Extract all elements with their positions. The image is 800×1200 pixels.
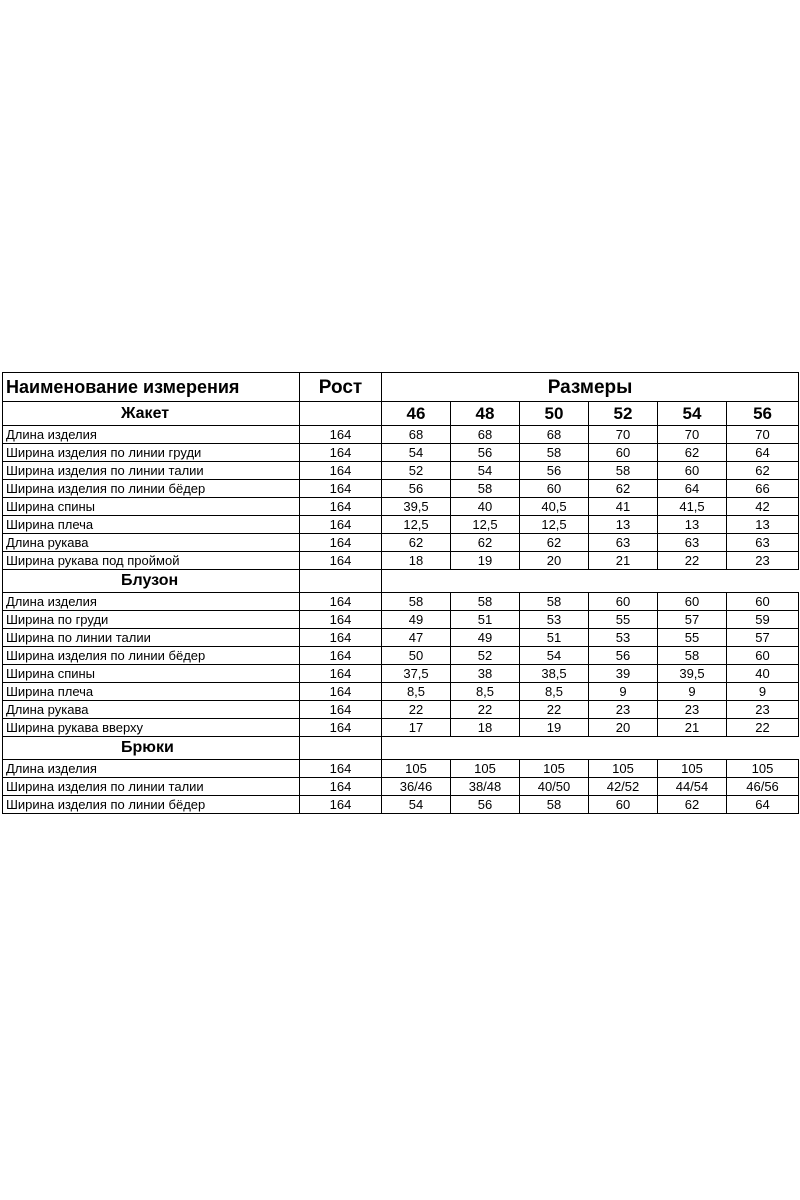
size-value: 13 — [727, 516, 799, 534]
size-value: 13 — [658, 516, 727, 534]
height-value: 164 — [300, 629, 382, 647]
size-value: 62 — [589, 480, 658, 498]
size-value: 60 — [658, 462, 727, 480]
height-value: 164 — [300, 683, 382, 701]
size-value: 68 — [382, 426, 451, 444]
size-label: 52 — [589, 402, 658, 426]
size-value: 17 — [382, 719, 451, 737]
size-value: 105 — [589, 760, 658, 778]
empty-size-cells — [382, 570, 799, 593]
size-value: 64 — [727, 444, 799, 462]
height-value: 164 — [300, 552, 382, 570]
size-value: 57 — [727, 629, 799, 647]
table-row — [3, 462, 799, 480]
measurement-name: Ширина изделия по линии талии — [3, 462, 300, 480]
measurement-name: Ширина изделия по линии бёдер — [3, 647, 300, 665]
size-value: 39,5 — [382, 498, 451, 516]
table-row — [3, 778, 799, 796]
section-header-row — [3, 737, 799, 760]
size-value: 9 — [727, 683, 799, 701]
size-value: 63 — [658, 534, 727, 552]
size-value: 66 — [727, 480, 799, 498]
table-row — [3, 593, 799, 611]
size-chart-table — [2, 372, 799, 814]
size-value: 105 — [727, 760, 799, 778]
measurement-name: Ширина плеча — [3, 683, 300, 701]
size-value: 63 — [727, 534, 799, 552]
table-row — [3, 516, 799, 534]
table-row — [3, 796, 799, 814]
size-value: 52 — [451, 647, 520, 665]
measurement-name: Ширина рукава под проймой — [3, 552, 300, 570]
size-value: 40,5 — [520, 498, 589, 516]
table-row — [3, 629, 799, 647]
height-value: 164 — [300, 426, 382, 444]
size-value: 8,5 — [451, 683, 520, 701]
height-header: Рост — [300, 373, 382, 402]
table-row — [3, 683, 799, 701]
size-value: 41 — [589, 498, 658, 516]
table-row — [3, 719, 799, 737]
size-value: 64 — [727, 796, 799, 814]
height-blank-cell — [300, 737, 382, 760]
size-value: 40 — [451, 498, 520, 516]
sizes-header: Размеры — [382, 373, 799, 402]
measurement-name: Длина изделия — [3, 426, 300, 444]
size-value: 9 — [589, 683, 658, 701]
size-value: 63 — [589, 534, 658, 552]
size-value: 39 — [589, 665, 658, 683]
height-blank-cell — [300, 570, 382, 593]
section-header-row — [3, 402, 799, 426]
measurement-name: Ширина спины — [3, 498, 300, 516]
size-value: 23 — [589, 701, 658, 719]
size-value: 19 — [520, 719, 589, 737]
height-value: 164 — [300, 778, 382, 796]
size-value: 60 — [727, 647, 799, 665]
size-value: 70 — [658, 426, 727, 444]
size-value: 60 — [727, 593, 799, 611]
size-value: 62 — [658, 796, 727, 814]
size-value: 70 — [727, 426, 799, 444]
measurement-name: Ширина спины — [3, 665, 300, 683]
measurement-name: Ширина рукава вверху — [3, 719, 300, 737]
size-value: 58 — [382, 593, 451, 611]
size-value: 58 — [520, 593, 589, 611]
height-value: 164 — [300, 480, 382, 498]
size-value: 56 — [451, 444, 520, 462]
height-value: 164 — [300, 534, 382, 552]
size-value: 20 — [589, 719, 658, 737]
size-value: 54 — [451, 462, 520, 480]
size-value: 54 — [382, 444, 451, 462]
size-value: 38,5 — [520, 665, 589, 683]
size-value: 105 — [520, 760, 589, 778]
size-value: 58 — [520, 796, 589, 814]
size-label: 50 — [520, 402, 589, 426]
size-value: 21 — [658, 719, 727, 737]
height-value: 164 — [300, 719, 382, 737]
size-value: 42/52 — [589, 778, 658, 796]
height-value: 164 — [300, 760, 382, 778]
height-value: 164 — [300, 516, 382, 534]
table-row — [3, 426, 799, 444]
size-value: 56 — [382, 480, 451, 498]
height-value: 164 — [300, 498, 382, 516]
section-title: Блузон — [3, 570, 300, 593]
size-value: 60 — [589, 796, 658, 814]
size-value: 68 — [520, 426, 589, 444]
height-value: 164 — [300, 593, 382, 611]
table-row — [3, 480, 799, 498]
size-value: 53 — [520, 611, 589, 629]
size-value: 58 — [589, 462, 658, 480]
size-chart-body — [3, 373, 799, 814]
size-value: 8,5 — [382, 683, 451, 701]
size-label: 56 — [727, 402, 799, 426]
table-row — [3, 760, 799, 778]
table-row — [3, 647, 799, 665]
size-value: 20 — [520, 552, 589, 570]
table-row — [3, 534, 799, 552]
size-value: 12,5 — [382, 516, 451, 534]
size-value: 58 — [520, 444, 589, 462]
size-value: 56 — [520, 462, 589, 480]
measurement-name: Длина рукава — [3, 701, 300, 719]
size-value: 62 — [727, 462, 799, 480]
measurement-name: Длина изделия — [3, 760, 300, 778]
size-value: 44/54 — [658, 778, 727, 796]
size-value: 58 — [451, 480, 520, 498]
section-title: Жакет — [3, 402, 300, 426]
size-value: 22 — [382, 701, 451, 719]
size-value: 12,5 — [451, 516, 520, 534]
size-value: 21 — [589, 552, 658, 570]
height-value: 164 — [300, 796, 382, 814]
size-value: 23 — [658, 701, 727, 719]
size-value: 58 — [451, 593, 520, 611]
table-header-row — [3, 373, 799, 402]
size-value: 56 — [589, 647, 658, 665]
height-value: 164 — [300, 611, 382, 629]
size-value: 38/48 — [451, 778, 520, 796]
measurement-name: Длина рукава — [3, 534, 300, 552]
size-value: 19 — [451, 552, 520, 570]
size-value: 39,5 — [658, 665, 727, 683]
size-value: 51 — [520, 629, 589, 647]
size-value: 36/46 — [382, 778, 451, 796]
size-value: 64 — [658, 480, 727, 498]
size-value: 41,5 — [658, 498, 727, 516]
table-row — [3, 498, 799, 516]
height-value: 164 — [300, 444, 382, 462]
size-value: 62 — [658, 444, 727, 462]
size-value: 56 — [451, 796, 520, 814]
size-value: 62 — [451, 534, 520, 552]
measurement-name: Ширина плеча — [3, 516, 300, 534]
size-value: 54 — [382, 796, 451, 814]
size-value: 57 — [658, 611, 727, 629]
table-row — [3, 444, 799, 462]
measurement-name: Ширина изделия по линии бёдер — [3, 480, 300, 498]
height-value: 164 — [300, 462, 382, 480]
measurement-name: Ширина по линии талии — [3, 629, 300, 647]
size-value: 18 — [451, 719, 520, 737]
size-value: 22 — [727, 719, 799, 737]
section-title: Брюки — [3, 737, 300, 760]
size-label: 46 — [382, 402, 451, 426]
size-value: 47 — [382, 629, 451, 647]
size-value: 37,5 — [382, 665, 451, 683]
size-value: 40 — [727, 665, 799, 683]
size-value: 55 — [658, 629, 727, 647]
size-value: 54 — [520, 647, 589, 665]
size-value: 59 — [727, 611, 799, 629]
measurement-name: Ширина изделия по линии талии — [3, 778, 300, 796]
size-value: 40/50 — [520, 778, 589, 796]
measurement-name: Ширина изделия по линии груди — [3, 444, 300, 462]
size-value: 22 — [451, 701, 520, 719]
size-value: 60 — [520, 480, 589, 498]
size-value: 18 — [382, 552, 451, 570]
size-label: 48 — [451, 402, 520, 426]
size-value: 51 — [451, 611, 520, 629]
size-value: 105 — [382, 760, 451, 778]
size-value: 46/56 — [727, 778, 799, 796]
size-value: 22 — [658, 552, 727, 570]
size-value: 70 — [589, 426, 658, 444]
size-value: 42 — [727, 498, 799, 516]
height-blank-cell — [300, 402, 382, 426]
size-value: 49 — [382, 611, 451, 629]
table-row — [3, 552, 799, 570]
size-label: 54 — [658, 402, 727, 426]
height-value: 164 — [300, 647, 382, 665]
size-value: 50 — [382, 647, 451, 665]
empty-size-cells — [382, 737, 799, 760]
size-value: 105 — [658, 760, 727, 778]
size-value: 53 — [589, 629, 658, 647]
measurement-name: Ширина по груди — [3, 611, 300, 629]
size-value: 58 — [658, 647, 727, 665]
size-value: 60 — [658, 593, 727, 611]
size-value: 23 — [727, 701, 799, 719]
height-value: 164 — [300, 665, 382, 683]
height-value: 164 — [300, 701, 382, 719]
measurement-name-header: Наименование измерения — [3, 373, 300, 402]
size-value: 13 — [589, 516, 658, 534]
size-value: 22 — [520, 701, 589, 719]
size-value: 62 — [520, 534, 589, 552]
size-value: 55 — [589, 611, 658, 629]
table-row — [3, 665, 799, 683]
size-value: 38 — [451, 665, 520, 683]
size-value: 68 — [451, 426, 520, 444]
size-value: 49 — [451, 629, 520, 647]
section-header-row — [3, 570, 799, 593]
measurement-name: Длина изделия — [3, 593, 300, 611]
size-value: 8,5 — [520, 683, 589, 701]
size-value: 105 — [451, 760, 520, 778]
size-value: 62 — [382, 534, 451, 552]
measurement-name: Ширина изделия по линии бёдер — [3, 796, 300, 814]
size-value: 23 — [727, 552, 799, 570]
size-value: 9 — [658, 683, 727, 701]
size-value: 60 — [589, 593, 658, 611]
size-value: 52 — [382, 462, 451, 480]
table-row — [3, 701, 799, 719]
table-row — [3, 611, 799, 629]
size-value: 60 — [589, 444, 658, 462]
size-value: 12,5 — [520, 516, 589, 534]
